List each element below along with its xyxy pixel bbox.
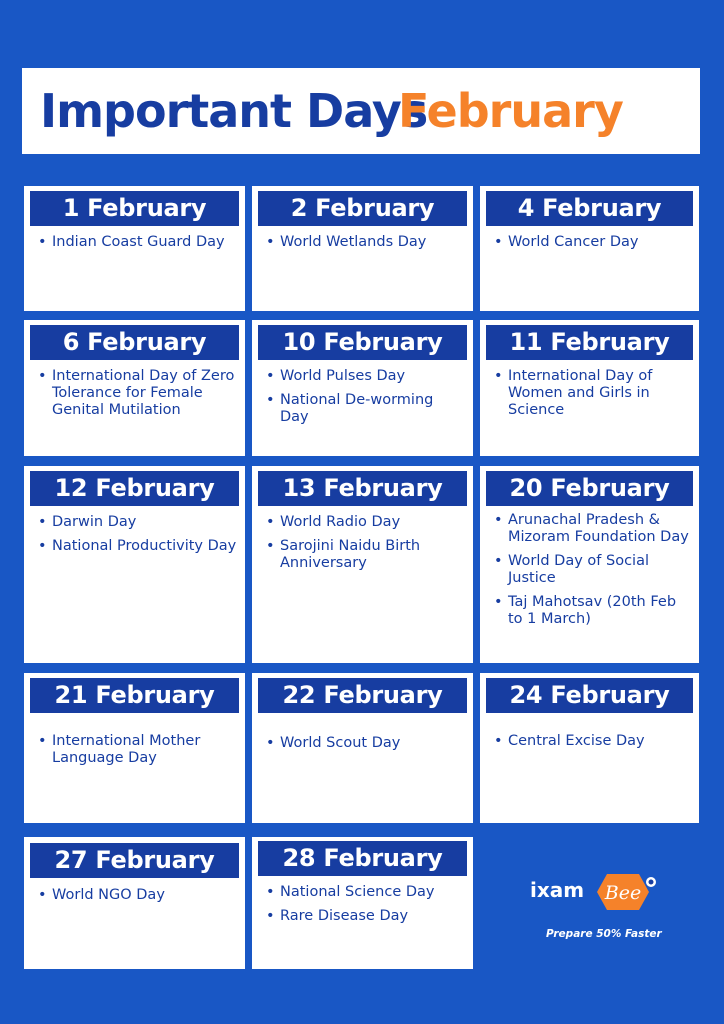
day-card-27 bbox=[24, 837, 245, 969]
day-card-date: 12 February bbox=[30, 471, 239, 506]
event-item: • Taj Mahotsav (20th Feb to 1 March) bbox=[490, 594, 691, 628]
event-item: • International Day of Zero Tolerance for Female Genital Mutilation bbox=[34, 368, 237, 419]
event-item: • Sarojini Naidu Birth Anniversary bbox=[262, 538, 465, 572]
event-list bbox=[34, 368, 237, 426]
event-list bbox=[490, 512, 691, 635]
event-list bbox=[490, 368, 691, 426]
event-item: • World Day of Social Justice bbox=[490, 553, 691, 587]
event-item: • Arunachal Pradesh & Mizoram Foundation Day bbox=[490, 512, 691, 546]
day-card-11 bbox=[480, 320, 699, 456]
event-item: • Darwin Day bbox=[34, 514, 237, 531]
day-card-1 bbox=[24, 186, 245, 311]
day-card-24 bbox=[480, 673, 699, 823]
logo-word: ixam bbox=[530, 878, 585, 902]
event-item: • World Pulses Day bbox=[262, 368, 465, 385]
event-item: • World Wetlands Day bbox=[262, 234, 465, 251]
event-item: • World NGO Day bbox=[34, 887, 237, 904]
ixambee-logo bbox=[522, 868, 662, 948]
day-card-date: 20 February bbox=[486, 471, 693, 506]
event-list bbox=[490, 234, 691, 258]
event-list bbox=[262, 514, 465, 579]
event-list bbox=[34, 234, 237, 258]
event-list bbox=[262, 884, 465, 932]
event-item: • World Radio Day bbox=[262, 514, 465, 531]
event-list bbox=[262, 735, 465, 759]
day-card-12 bbox=[24, 466, 245, 663]
day-card-date: 2 February bbox=[258, 191, 467, 226]
event-item: • Central Excise Day bbox=[490, 733, 691, 750]
event-list bbox=[262, 368, 465, 433]
day-card-13 bbox=[252, 466, 473, 663]
day-card-22 bbox=[252, 673, 473, 823]
event-item: • Indian Coast Guard Day bbox=[34, 234, 237, 251]
day-card-6 bbox=[24, 320, 245, 456]
logo-brand: Bee bbox=[604, 882, 642, 904]
page-title-month: February bbox=[398, 84, 623, 138]
event-list bbox=[34, 733, 237, 774]
event-item: • National De-worming Day bbox=[262, 392, 465, 426]
event-item: • International Mother Language Day bbox=[34, 733, 237, 767]
title-banner bbox=[22, 68, 700, 154]
day-card-20 bbox=[480, 466, 699, 663]
logo-tagline: Prepare 50% Faster bbox=[546, 928, 662, 940]
day-card-date: 13 February bbox=[258, 471, 467, 506]
day-card-date: 6 February bbox=[30, 325, 239, 360]
event-item: • Rare Disease Day bbox=[262, 908, 465, 925]
day-card-10 bbox=[252, 320, 473, 456]
event-list bbox=[490, 733, 691, 757]
event-item: • World Cancer Day bbox=[490, 234, 691, 251]
event-item: • International Day of Women and Girls in Science bbox=[490, 368, 691, 419]
day-card-date: 21 February bbox=[30, 678, 239, 713]
day-card-date: 28 February bbox=[258, 841, 467, 876]
day-card-date: 22 February bbox=[258, 678, 467, 713]
event-item: • World Scout Day bbox=[262, 735, 465, 752]
day-card-date: 4 February bbox=[486, 191, 693, 226]
day-card-date: 24 February bbox=[486, 678, 693, 713]
day-card-date: 10 February bbox=[258, 325, 467, 360]
event-item: • National Productivity Day bbox=[34, 538, 237, 555]
bee-hexagon-icon bbox=[595, 870, 659, 914]
event-list bbox=[34, 514, 237, 562]
day-card-21 bbox=[24, 673, 245, 823]
event-item: • National Science Day bbox=[262, 884, 465, 901]
page-title: Important Days bbox=[40, 84, 428, 138]
day-card-date: 11 February bbox=[486, 325, 693, 360]
event-list bbox=[34, 887, 237, 911]
day-card-28 bbox=[252, 837, 473, 969]
day-card-4 bbox=[480, 186, 699, 311]
event-list bbox=[262, 234, 465, 258]
day-card-date: 27 February bbox=[30, 843, 239, 878]
day-card-2 bbox=[252, 186, 473, 311]
day-card-date: 1 February bbox=[30, 191, 239, 226]
